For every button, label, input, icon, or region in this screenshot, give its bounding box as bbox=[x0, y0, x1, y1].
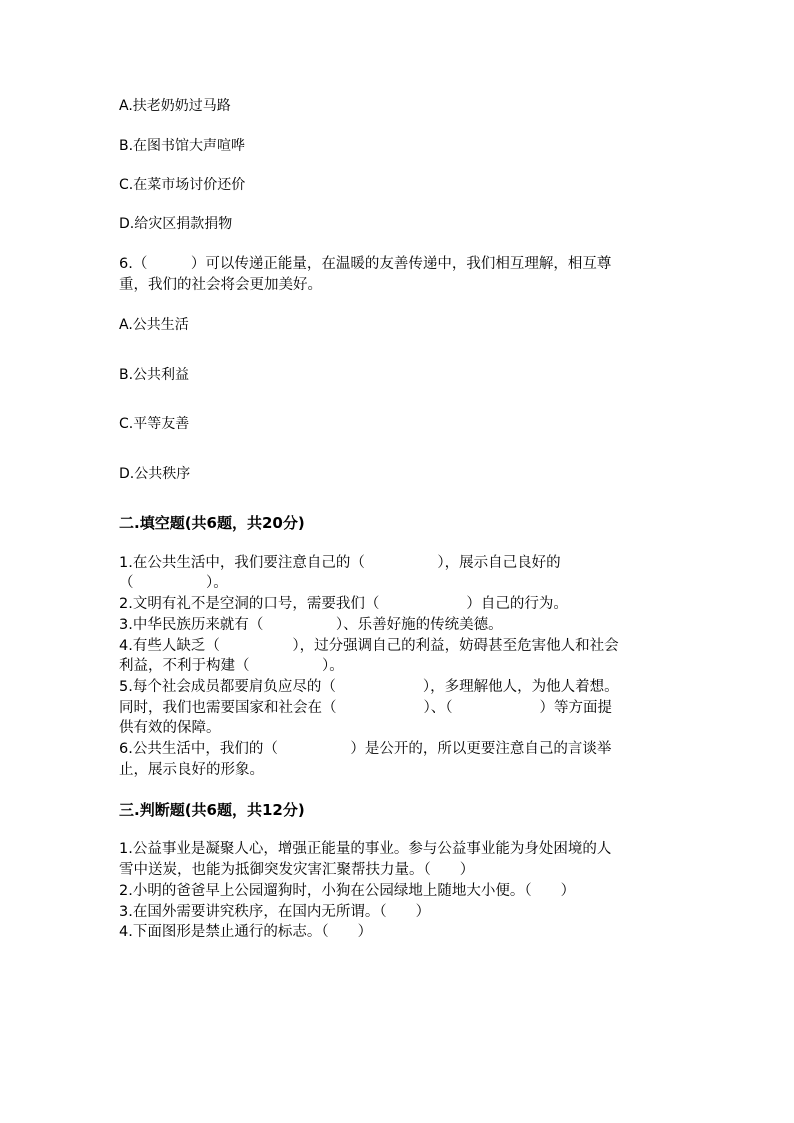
s3-line-2: 雪中送炭，也能为抵御突发灾害汇聚帮扶力量。（ ） bbox=[119, 862, 475, 878]
s2-line-1: 1.在公共生活中，我们要注意自己的（ ），展示自己良好的 bbox=[119, 555, 561, 571]
s2-line-10: 6.公共生活中，我们的（ ）是公开的，所以更要注意自己的言谈举 bbox=[119, 741, 612, 757]
q5-option-c: C.在菜市场讨价还价 bbox=[119, 177, 246, 193]
s2-line-11: 止，展示良好的形象。 bbox=[119, 762, 264, 778]
s3-line-4: 3.在国外需要讲究秩序，在国内无所谓。（ ） bbox=[119, 904, 431, 920]
s2-line-5: 4.有些人缺乏（ ），过分强调自己的利益，妨碍甚至危害他人和社会 bbox=[119, 638, 619, 654]
q6-option-c: C.平等友善 bbox=[119, 416, 190, 432]
section2-heading: 二.填空题(共6题，共20分) bbox=[119, 514, 305, 532]
q5-option-b: B.在图书馆大声喧哗 bbox=[119, 138, 246, 154]
s2-line-3: 2.文明有礼不是空洞的口号，需要我们（ ）自己的行为。 bbox=[119, 596, 568, 612]
q6-option-a: A.公共生活 bbox=[119, 317, 189, 333]
s3-line-5: 4.下面图形是禁止通行的标志。（ ） bbox=[119, 924, 373, 940]
q6-option-b: B.公共利益 bbox=[119, 367, 190, 383]
s2-line-7: 5.每个社会成员都要肩负应尽的（ ），多理解他人，为他人着想。 bbox=[119, 679, 619, 695]
q6-text-line2: 重，我们的社会将会更加美好。 bbox=[119, 277, 322, 293]
s2-line-6: 利益，不利于构建（ ）。 bbox=[119, 658, 344, 674]
s3-line-1: 1.公益事业是凝聚人心，增强正能量的事业。参与公益事业能为身处困境的人 bbox=[119, 841, 612, 857]
s2-line-4: 3.中华民族历来就有（ ）、乐善好施的传统美德。 bbox=[119, 617, 503, 633]
s3-line-3: 2.小明的爸爸早上公园遛狗时，小狗在公园绿地上随地大小便。（ ） bbox=[119, 883, 576, 899]
s2-line-2: （ ）。 bbox=[119, 575, 228, 591]
q5-option-a: A.扶老奶奶过马路 bbox=[119, 98, 231, 114]
q6-option-d: D.公共秩序 bbox=[119, 466, 191, 482]
section3-heading: 三.判断题(共6题，共12分) bbox=[119, 801, 305, 819]
q6-text-line1: 6.（ ）可以传递正能量，在温暖的友善传递中，我们相互理解，相互尊 bbox=[119, 256, 612, 272]
s2-line-8: 同时，我们也需要国家和社会在（ ）、（ ）等方面提 bbox=[119, 700, 612, 716]
s2-line-9: 供有效的保障。 bbox=[119, 720, 221, 736]
q5-option-d: D.给灾区捐款捐物 bbox=[119, 216, 233, 232]
